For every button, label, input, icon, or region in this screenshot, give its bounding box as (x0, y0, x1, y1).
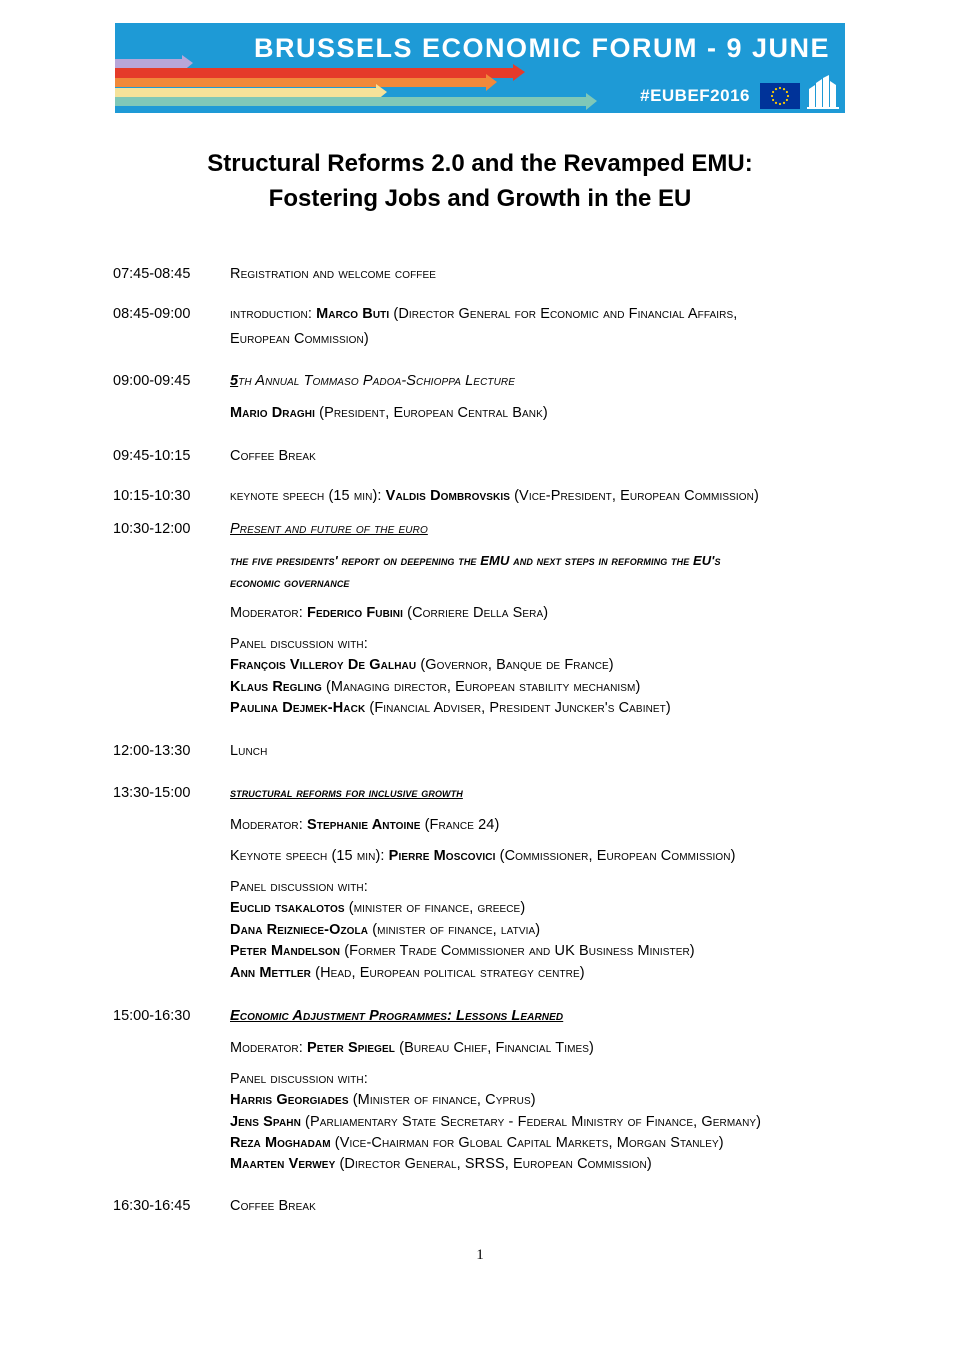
keynote: Keynote speech (15 min): Pierre Moscovici (Commissioner, European Commission) (230, 848, 736, 864)
speaker-name: Jens Spahn (230, 1114, 301, 1130)
agenda-text: Registration and welcome coffee (230, 266, 437, 282)
banner-arrow-yellow (115, 88, 377, 97)
session-subtitle: economic governance (230, 575, 350, 590)
moderator: Moderator: Peter Spiegel (Bureau Chief, Financial Times) (230, 1040, 594, 1056)
panelist: Dana Reizniece-Ozola (minister of finance, latvia) (230, 922, 541, 938)
agenda-time: 07:45-08:45 (113, 266, 191, 282)
agenda-time: 13:30-15:00 (113, 785, 191, 801)
banner-title: BRUSSELS ECONOMIC FORUM - 9 JUNE (253, 33, 830, 63)
session-title: Economic Adjustment Programmes: Lessons Learned (230, 1008, 564, 1024)
agenda-text: keynote speech (15 min): Valdis Dombrovskis (Vice-President, European Commission) (230, 488, 759, 504)
speaker-name: Reza Moghadam (230, 1135, 331, 1151)
agenda-text: Lunch (230, 743, 268, 759)
speaker-name: Valdis Dombrovskis (385, 488, 510, 504)
session-subtitle: the five presidents' report on deepening the EMU and next steps in reforming the EU's (230, 553, 721, 568)
speaker-name: François Villeroy De Galhau (230, 657, 417, 673)
panelist: Jens Spahn (Parliamentary State Secretary - Federal Ministry of Finance, Germany) (230, 1114, 762, 1130)
session-title: 5th Annual Tommaso Padoa-Schioppa Lecture (230, 373, 516, 389)
panelist: Peter Mandelson (Former Trade Commissioner and UK Business Minister) (230, 943, 695, 959)
speaker-name: Ann Mettler (230, 965, 312, 981)
speaker-name: Federico Fubini (306, 605, 404, 621)
eu-flag-icon (760, 83, 800, 109)
speaker-name: Dana Reizniece-Ozola (230, 922, 369, 938)
panelist: Reza Moghadam (Vice-Chairman for Global Capital Markets, Morgan Stanley) (230, 1135, 724, 1151)
european-commission-logo (805, 75, 843, 109)
agenda-text: introduction: Marco Buti (Director General for Economic and Financial Affairs, (230, 306, 738, 322)
panelist: Euclid tsakalotos (minister of finance, greece) (230, 900, 526, 916)
agenda-time: 08:45-09:00 (113, 306, 191, 322)
panelist: Klaus Regling (Managing director, European stability mechanism) (230, 679, 641, 695)
agenda-time: 12:00-13:30 (113, 743, 191, 759)
banner-arrow-purple (115, 59, 183, 68)
header-banner (115, 23, 845, 113)
document-title-line-2: Fostering Jobs and Growth in the EU (268, 185, 692, 212)
page-number: 1 (476, 1247, 484, 1263)
speaker-name: Maarten Verwey (230, 1156, 336, 1172)
speaker-name: Euclid tsakalotos (230, 900, 345, 916)
moderator: Moderator: Stephanie Antoine (France 24) (230, 817, 500, 833)
speaker-name: Paulina Dejmek-Hack (230, 700, 366, 716)
agenda-time: 16:30-16:45 (113, 1198, 191, 1214)
agenda-time: 09:00-09:45 (113, 373, 191, 389)
panelist: Ann Mettler (Head, European political strategy centre) (230, 965, 585, 981)
agenda-text: Mario Draghi (President, European Central Bank) (230, 405, 548, 421)
agenda-text: Coffee Break (230, 1198, 316, 1214)
agenda-time: 10:30-12:00 (113, 521, 191, 537)
session-title: Present and future of the euro (230, 521, 428, 537)
banner-arrow-teal (115, 97, 587, 106)
speaker-name: Stephanie Antoine (306, 817, 421, 833)
speaker-name: Klaus Regling (230, 679, 322, 695)
agenda-time: 15:00-16:30 (113, 1008, 191, 1024)
agenda-text: European Commission) (230, 331, 369, 347)
speaker-name: Mario Draghi (230, 405, 316, 421)
speaker-name: Peter Mandelson (230, 943, 341, 959)
agenda-text: Coffee Break (230, 448, 316, 464)
banner-arrow-red (115, 68, 515, 78)
moderator: Moderator: Federico Fubini (Corriere Della Sera) (230, 605, 549, 621)
speaker-name: Pierre Moscovici (388, 848, 496, 864)
speaker-name: Peter Spiegel (306, 1040, 396, 1056)
speaker-name: Harris Georgiades (230, 1092, 349, 1108)
panelist: Maarten Verwey (Director General, SRSS, European Commission) (230, 1156, 652, 1172)
speaker-name: Marco Buti (316, 306, 390, 322)
agenda-time: 10:15-10:30 (113, 488, 191, 504)
panel-label: Panel discussion with: (230, 636, 368, 652)
panelist: François Villeroy De Galhau (Governor, Banque de France) (230, 657, 614, 673)
banner-hashtag: #EUBEF2016 (640, 86, 750, 105)
document-title-line-1: Structural Reforms 2.0 and the Revamped EMU: (207, 150, 753, 177)
banner-arrow-orange (115, 78, 487, 87)
panel-label: Panel discussion with: (230, 879, 368, 895)
agenda-time: 09:45-10:15 (113, 448, 191, 464)
panelist: Harris Georgiades (Minister of finance, Cyprus) (230, 1092, 536, 1108)
panel-label: Panel discussion with: (230, 1071, 368, 1087)
panelist: Paulina Dejmek-Hack (Financial Adviser, President Juncker's Cabinet) (230, 700, 671, 716)
session-title: structural reforms for inclusive growth (230, 785, 463, 800)
